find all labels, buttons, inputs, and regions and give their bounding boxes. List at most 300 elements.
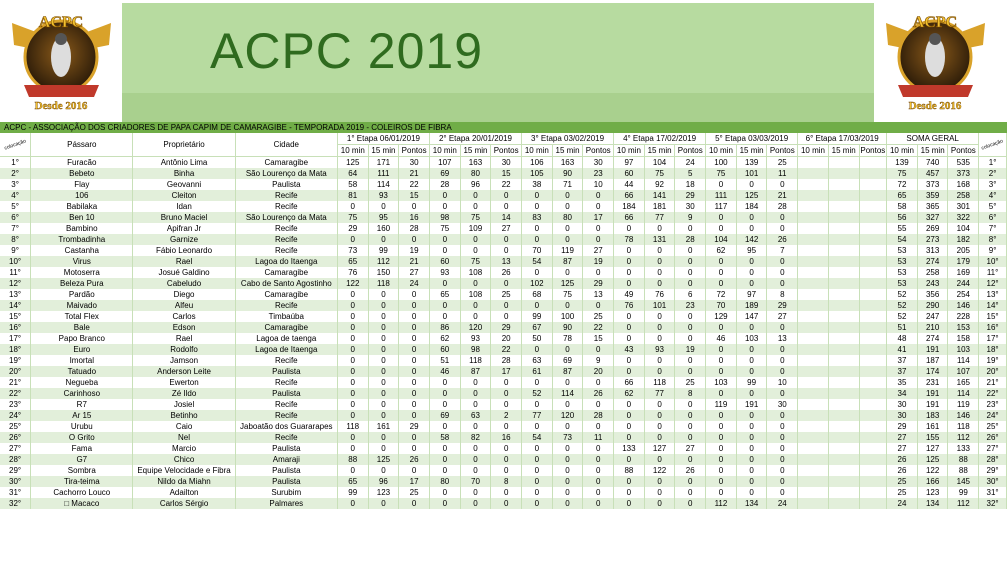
rank-right-cell: 30° <box>979 476 1007 487</box>
score-cell: 26 <box>887 454 918 465</box>
city-cell: Recife <box>235 245 337 256</box>
score-cell: 0 <box>429 190 460 201</box>
score-cell: 0 <box>644 498 675 509</box>
score-cell: 0 <box>644 267 675 278</box>
score-cell <box>828 300 859 311</box>
score-cell: 0 <box>429 498 460 509</box>
score-cell: 0 <box>429 443 460 454</box>
score-cell: 26 <box>887 465 918 476</box>
score-cell: 28 <box>675 234 706 245</box>
score-cell: 108 <box>460 289 491 300</box>
score-cell: 0 <box>491 454 522 465</box>
score-cell: 97 <box>614 157 645 169</box>
score-cell: 0 <box>583 443 614 454</box>
score-cell: 0 <box>736 432 767 443</box>
score-cell: 0 <box>460 465 491 476</box>
score-cell: 28 <box>767 201 798 212</box>
score-cell: 0 <box>644 322 675 333</box>
score-cell: 187 <box>917 355 948 366</box>
score-cell: 0 <box>491 388 522 399</box>
rank-cell: 24° <box>0 410 31 421</box>
score-cell: 0 <box>552 344 583 355</box>
score-cell: 0 <box>614 245 645 256</box>
score-cell: 155 <box>917 432 948 443</box>
score-cell: 247 <box>917 311 948 322</box>
score-cell: 24 <box>887 498 918 509</box>
score-cell: 0 <box>399 201 430 212</box>
score-cell: 19 <box>399 245 430 256</box>
owner-cell: Betinho <box>133 410 235 421</box>
table-row <box>0 322 1007 333</box>
score-cell <box>828 157 859 169</box>
score-cell: 0 <box>706 344 737 355</box>
bird-cell: Virus <box>31 256 133 267</box>
score-cell: 53 <box>887 245 918 256</box>
score-cell: 0 <box>429 487 460 498</box>
subheader-cell: Pontos <box>860 145 886 155</box>
score-cell: 0 <box>368 377 399 388</box>
rank-cell: 11° <box>0 267 31 278</box>
score-cell: 0 <box>583 267 614 278</box>
score-cell <box>798 168 829 179</box>
score-cell: 0 <box>675 476 706 487</box>
score-cell: 21 <box>399 256 430 267</box>
score-cell: 0 <box>399 443 430 454</box>
score-cell: 0 <box>675 223 706 234</box>
score-cell: 29 <box>337 223 368 234</box>
score-cell: 0 <box>767 344 798 355</box>
score-cell: 0 <box>644 333 675 344</box>
score-cell <box>859 168 887 179</box>
score-cell: 22 <box>583 322 614 333</box>
score-cell: 254 <box>948 289 979 300</box>
score-cell: 9 <box>583 355 614 366</box>
header-total: SOMA GERAL <box>887 133 979 145</box>
rank-right-cell: 14° <box>979 300 1007 311</box>
score-cell: 76 <box>644 289 675 300</box>
score-cell: 105 <box>522 168 553 179</box>
score-cell: 0 <box>767 487 798 498</box>
owner-cell: Caio <box>133 421 235 432</box>
score-cell: 0 <box>522 300 553 311</box>
table-row <box>0 355 1007 366</box>
table-row <box>0 212 1007 223</box>
score-cell: 120 <box>552 410 583 421</box>
score-cell: 184 <box>736 201 767 212</box>
score-cell: 72 <box>706 289 737 300</box>
banner-strip <box>122 93 874 122</box>
score-cell <box>798 443 829 454</box>
score-cell: 0 <box>522 223 553 234</box>
owner-cell: Binha <box>133 168 235 179</box>
score-cell: 0 <box>429 465 460 476</box>
bird-cell: O Grito <box>31 432 133 443</box>
score-cell <box>859 454 887 465</box>
score-cell: 0 <box>460 300 491 311</box>
subheader-cell: 15 min <box>368 145 399 157</box>
city-cell: Paulista <box>235 476 337 487</box>
score-cell: 0 <box>491 498 522 509</box>
rank-cell: 3° <box>0 179 31 190</box>
rank-right-cell: 31° <box>979 487 1007 498</box>
score-cell: 88 <box>614 465 645 476</box>
header-bird: Pássaro <box>31 133 133 157</box>
score-cell: 125 <box>917 454 948 465</box>
score-cell: 20 <box>491 333 522 344</box>
city-cell: Recife <box>235 190 337 201</box>
score-cell: 29 <box>887 421 918 432</box>
score-cell: 71 <box>552 179 583 190</box>
score-cell: 18 <box>675 179 706 190</box>
score-cell <box>828 311 859 322</box>
score-cell: 0 <box>614 256 645 267</box>
score-cell: 0 <box>644 476 675 487</box>
score-cell: 93 <box>368 190 399 201</box>
score-cell: 0 <box>491 421 522 432</box>
score-cell <box>859 212 887 223</box>
score-cell: 0 <box>399 344 430 355</box>
score-cell: 0 <box>399 465 430 476</box>
header-stage-6: 6° Etapa 17/03/2019 <box>798 133 887 145</box>
score-cell <box>828 289 859 300</box>
score-cell: 122 <box>917 465 948 476</box>
city-cell: Paulista <box>235 443 337 454</box>
score-cell: 184 <box>614 201 645 212</box>
score-cell: 0 <box>583 201 614 212</box>
score-cell <box>798 300 829 311</box>
rank-right-cell: 2° <box>979 168 1007 179</box>
score-cell: 0 <box>399 355 430 366</box>
score-cell: 52 <box>887 311 918 322</box>
score-cell: 70 <box>706 300 737 311</box>
score-cell: 99 <box>368 245 399 256</box>
score-cell: 0 <box>337 465 368 476</box>
city-cell: Recife <box>235 377 337 388</box>
score-cell <box>798 289 829 300</box>
score-cell: 0 <box>337 300 368 311</box>
score-cell <box>859 366 887 377</box>
rank-right-cell: 17° <box>979 333 1007 344</box>
score-cell: 25 <box>583 311 614 322</box>
score-cell: 46 <box>429 366 460 377</box>
table-row <box>0 487 1007 498</box>
score-cell: 0 <box>429 388 460 399</box>
score-cell: 0 <box>368 498 399 509</box>
score-cell: 24 <box>767 498 798 509</box>
score-cell <box>798 399 829 410</box>
rank-right-cell: 16° <box>979 322 1007 333</box>
score-cell: 46 <box>706 333 737 344</box>
score-cell: 35 <box>887 377 918 388</box>
score-cell <box>859 355 887 366</box>
city-cell: Jaboatão dos Guararapes <box>235 421 337 432</box>
score-cell: 51 <box>429 355 460 366</box>
score-cell: 80 <box>429 476 460 487</box>
rank-cell: 18° <box>0 344 31 355</box>
score-cell: 228 <box>948 311 979 322</box>
score-cell: 25 <box>675 377 706 388</box>
bird-cell: R7 <box>31 399 133 410</box>
table-row <box>0 311 1007 322</box>
score-cell: 0 <box>522 201 553 212</box>
score-cell: 0 <box>767 443 798 454</box>
score-cell: 114 <box>948 355 979 366</box>
score-cell: 75 <box>644 168 675 179</box>
table-row <box>0 344 1007 355</box>
score-cell: 0 <box>583 476 614 487</box>
score-cell: 0 <box>399 322 430 333</box>
score-cell: 231 <box>917 377 948 388</box>
score-cell: 83 <box>522 212 553 223</box>
score-cell: 158 <box>948 333 979 344</box>
score-cell: 0 <box>675 278 706 289</box>
score-cell: 28 <box>429 179 460 190</box>
score-cell <box>798 355 829 366</box>
score-cell: 8 <box>767 289 798 300</box>
score-cell: 125 <box>552 278 583 289</box>
score-cell: 0 <box>706 278 737 289</box>
score-cell: 0 <box>767 212 798 223</box>
score-cell <box>859 267 887 278</box>
rank-right-cell: 18° <box>979 344 1007 355</box>
score-cell: 0 <box>368 333 399 344</box>
score-cell: 243 <box>917 278 948 289</box>
score-cell: 0 <box>368 322 399 333</box>
score-cell: 68 <box>522 289 553 300</box>
subheader-cell: 10 min <box>706 145 737 157</box>
score-cell: 0 <box>767 476 798 487</box>
bird-cell: Negueba <box>31 377 133 388</box>
score-cell: 29 <box>675 190 706 201</box>
bird-cell: Flay <box>31 179 133 190</box>
score-cell: 0 <box>552 399 583 410</box>
rank-cell: 32° <box>0 498 31 509</box>
score-cell: 0 <box>460 421 491 432</box>
score-cell: 205 <box>948 245 979 256</box>
score-cell: 0 <box>767 223 798 234</box>
score-cell: 117 <box>706 201 737 212</box>
owner-cell: Bruno Maciel <box>133 212 235 223</box>
city-cell: Recife <box>235 201 337 212</box>
score-cell: 0 <box>552 223 583 234</box>
rank-right-cell: 29° <box>979 465 1007 476</box>
score-cell: 0 <box>552 234 583 245</box>
score-cell: 120 <box>460 322 491 333</box>
subheader-cell: Pontos <box>491 145 522 157</box>
score-cell: 60 <box>614 168 645 179</box>
score-cell: 0 <box>460 454 491 465</box>
score-cell: 0 <box>706 212 737 223</box>
table-row <box>0 443 1007 454</box>
score-cell: 114 <box>948 388 979 399</box>
score-cell: 58 <box>429 432 460 443</box>
score-cell: 13 <box>491 256 522 267</box>
table-row <box>0 223 1007 234</box>
score-cell: 0 <box>460 201 491 212</box>
city-cell: Lagoa do Itaenga <box>235 256 337 267</box>
score-cell: 34 <box>887 388 918 399</box>
score-cell: 0 <box>706 179 737 190</box>
score-cell: 24 <box>399 278 430 289</box>
owner-cell: Ewerton <box>133 377 235 388</box>
score-cell: 166 <box>917 476 948 487</box>
bird-cell: G7 <box>31 454 133 465</box>
score-cell: 100 <box>706 157 737 169</box>
rank-cell: 25° <box>0 421 31 432</box>
score-cell: 43 <box>614 344 645 355</box>
subheader-cell: 15 min <box>552 145 583 157</box>
score-cell: 147 <box>736 311 767 322</box>
score-cell: 99 <box>522 311 553 322</box>
score-cell: 98 <box>429 212 460 223</box>
score-cell: 141 <box>644 190 675 201</box>
score-cell: 327 <box>917 212 948 223</box>
subheader-cell: Pontos <box>767 145 798 157</box>
logo-text-bottom: Desde 2016 <box>908 100 962 112</box>
header-banner <box>0 0 1007 122</box>
score-cell: 0 <box>736 322 767 333</box>
score-cell <box>859 465 887 476</box>
score-cell: 0 <box>614 454 645 465</box>
score-cell <box>798 157 829 169</box>
score-cell: 48 <box>887 333 918 344</box>
score-cell <box>859 245 887 256</box>
score-cell: 0 <box>491 487 522 498</box>
score-cell: 0 <box>736 421 767 432</box>
table-row <box>0 157 1007 169</box>
score-cell <box>859 432 887 443</box>
score-cell: 0 <box>675 256 706 267</box>
score-cell <box>828 344 859 355</box>
score-cell: 77 <box>644 388 675 399</box>
score-cell: 9 <box>675 212 706 223</box>
score-cell: 64 <box>337 168 368 179</box>
score-cell: 75 <box>887 168 918 179</box>
score-cell: 0 <box>644 245 675 256</box>
score-cell: 101 <box>644 300 675 311</box>
score-cell: 0 <box>460 498 491 509</box>
rank-cell: 14° <box>0 300 31 311</box>
score-cell: 301 <box>948 201 979 212</box>
subheader-cell: 10 min <box>887 145 918 157</box>
score-cell: 81 <box>337 190 368 201</box>
score-cell: 161 <box>917 421 948 432</box>
score-cell: 0 <box>583 377 614 388</box>
score-cell: 365 <box>917 201 948 212</box>
score-cell: 11 <box>767 168 798 179</box>
score-cell: 0 <box>614 421 645 432</box>
score-cell: 119 <box>552 245 583 256</box>
rank-right-cell: 19° <box>979 355 1007 366</box>
score-cell: 67 <box>522 322 553 333</box>
rank-cell: 19° <box>0 355 31 366</box>
score-cell: 0 <box>583 498 614 509</box>
organization-line: ACPC - ASSOCIAÇÃO DOS CRIADORES DE PAPA CAPIM DE CAMARAGIBE - TEMPORADA 2019 - COLEIROS DE FIBRA <box>0 122 1007 133</box>
rank-right-cell: 7° <box>979 223 1007 234</box>
score-cell: 41 <box>887 344 918 355</box>
score-cell: 53 <box>887 278 918 289</box>
score-cell <box>798 465 829 476</box>
score-cell: 13 <box>767 333 798 344</box>
score-cell: 134 <box>917 498 948 509</box>
score-cell: 0 <box>736 355 767 366</box>
score-cell: 25 <box>767 157 798 169</box>
bird-cell: Tatuado <box>31 366 133 377</box>
owner-cell: Cabeludo <box>133 278 235 289</box>
score-cell: 0 <box>491 190 522 201</box>
bird-cell: Cachorro Louco <box>31 487 133 498</box>
score-cell: 0 <box>583 399 614 410</box>
score-cell: 0 <box>368 410 399 421</box>
score-cell: 50 <box>522 333 553 344</box>
score-cell: 107 <box>429 157 460 169</box>
ranking-table <box>0 133 1007 509</box>
score-cell <box>798 190 829 201</box>
score-cell: 80 <box>552 212 583 223</box>
score-cell: 107 <box>948 366 979 377</box>
rank-cell: 22° <box>0 388 31 399</box>
score-cell: 0 <box>736 476 767 487</box>
score-cell: 0 <box>644 278 675 289</box>
score-cell <box>798 377 829 388</box>
score-cell: 269 <box>917 223 948 234</box>
header-stage-4: 4° Etapa 17/02/2019 <box>614 133 706 145</box>
score-cell: 0 <box>337 410 368 421</box>
score-cell: 88 <box>948 465 979 476</box>
city-cell: Cabo de Santo Agostinho <box>235 278 337 289</box>
score-cell: 313 <box>917 245 948 256</box>
owner-cell: Carlos <box>133 311 235 322</box>
score-cell: 0 <box>614 476 645 487</box>
table-row <box>0 465 1007 476</box>
owner-cell: Rael <box>133 256 235 267</box>
score-cell: 0 <box>583 421 614 432</box>
score-cell: 0 <box>675 355 706 366</box>
score-cell <box>828 498 859 509</box>
rank-cell: 16° <box>0 322 31 333</box>
score-cell: 0 <box>644 256 675 267</box>
score-cell: 133 <box>614 443 645 454</box>
score-cell: 70 <box>522 245 553 256</box>
score-cell: 0 <box>491 399 522 410</box>
score-cell: 30 <box>399 157 430 169</box>
subheader-cell: 15 min <box>736 145 767 157</box>
score-cell: 0 <box>337 234 368 245</box>
city-cell: Recife <box>235 300 337 311</box>
score-cell <box>798 234 829 245</box>
score-cell: 103 <box>706 377 737 388</box>
score-cell <box>859 410 887 421</box>
score-cell: 99 <box>736 377 767 388</box>
score-cell <box>798 245 829 256</box>
score-cell: 0 <box>522 344 553 355</box>
score-cell: 0 <box>767 355 798 366</box>
owner-cell: Antônio Lima <box>133 157 235 169</box>
score-cell: 273 <box>917 234 948 245</box>
score-cell: 93 <box>644 344 675 355</box>
score-cell: 0 <box>399 289 430 300</box>
score-cell: 0 <box>706 454 737 465</box>
score-cell: 122 <box>644 465 675 476</box>
score-cell: 10 <box>767 377 798 388</box>
score-cell: 0 <box>460 443 491 454</box>
header-city: Cidade <box>235 133 337 157</box>
score-cell: 0 <box>736 388 767 399</box>
score-cell: 53 <box>887 256 918 267</box>
score-cell: 0 <box>614 333 645 344</box>
score-cell: 0 <box>675 421 706 432</box>
score-cell <box>859 322 887 333</box>
